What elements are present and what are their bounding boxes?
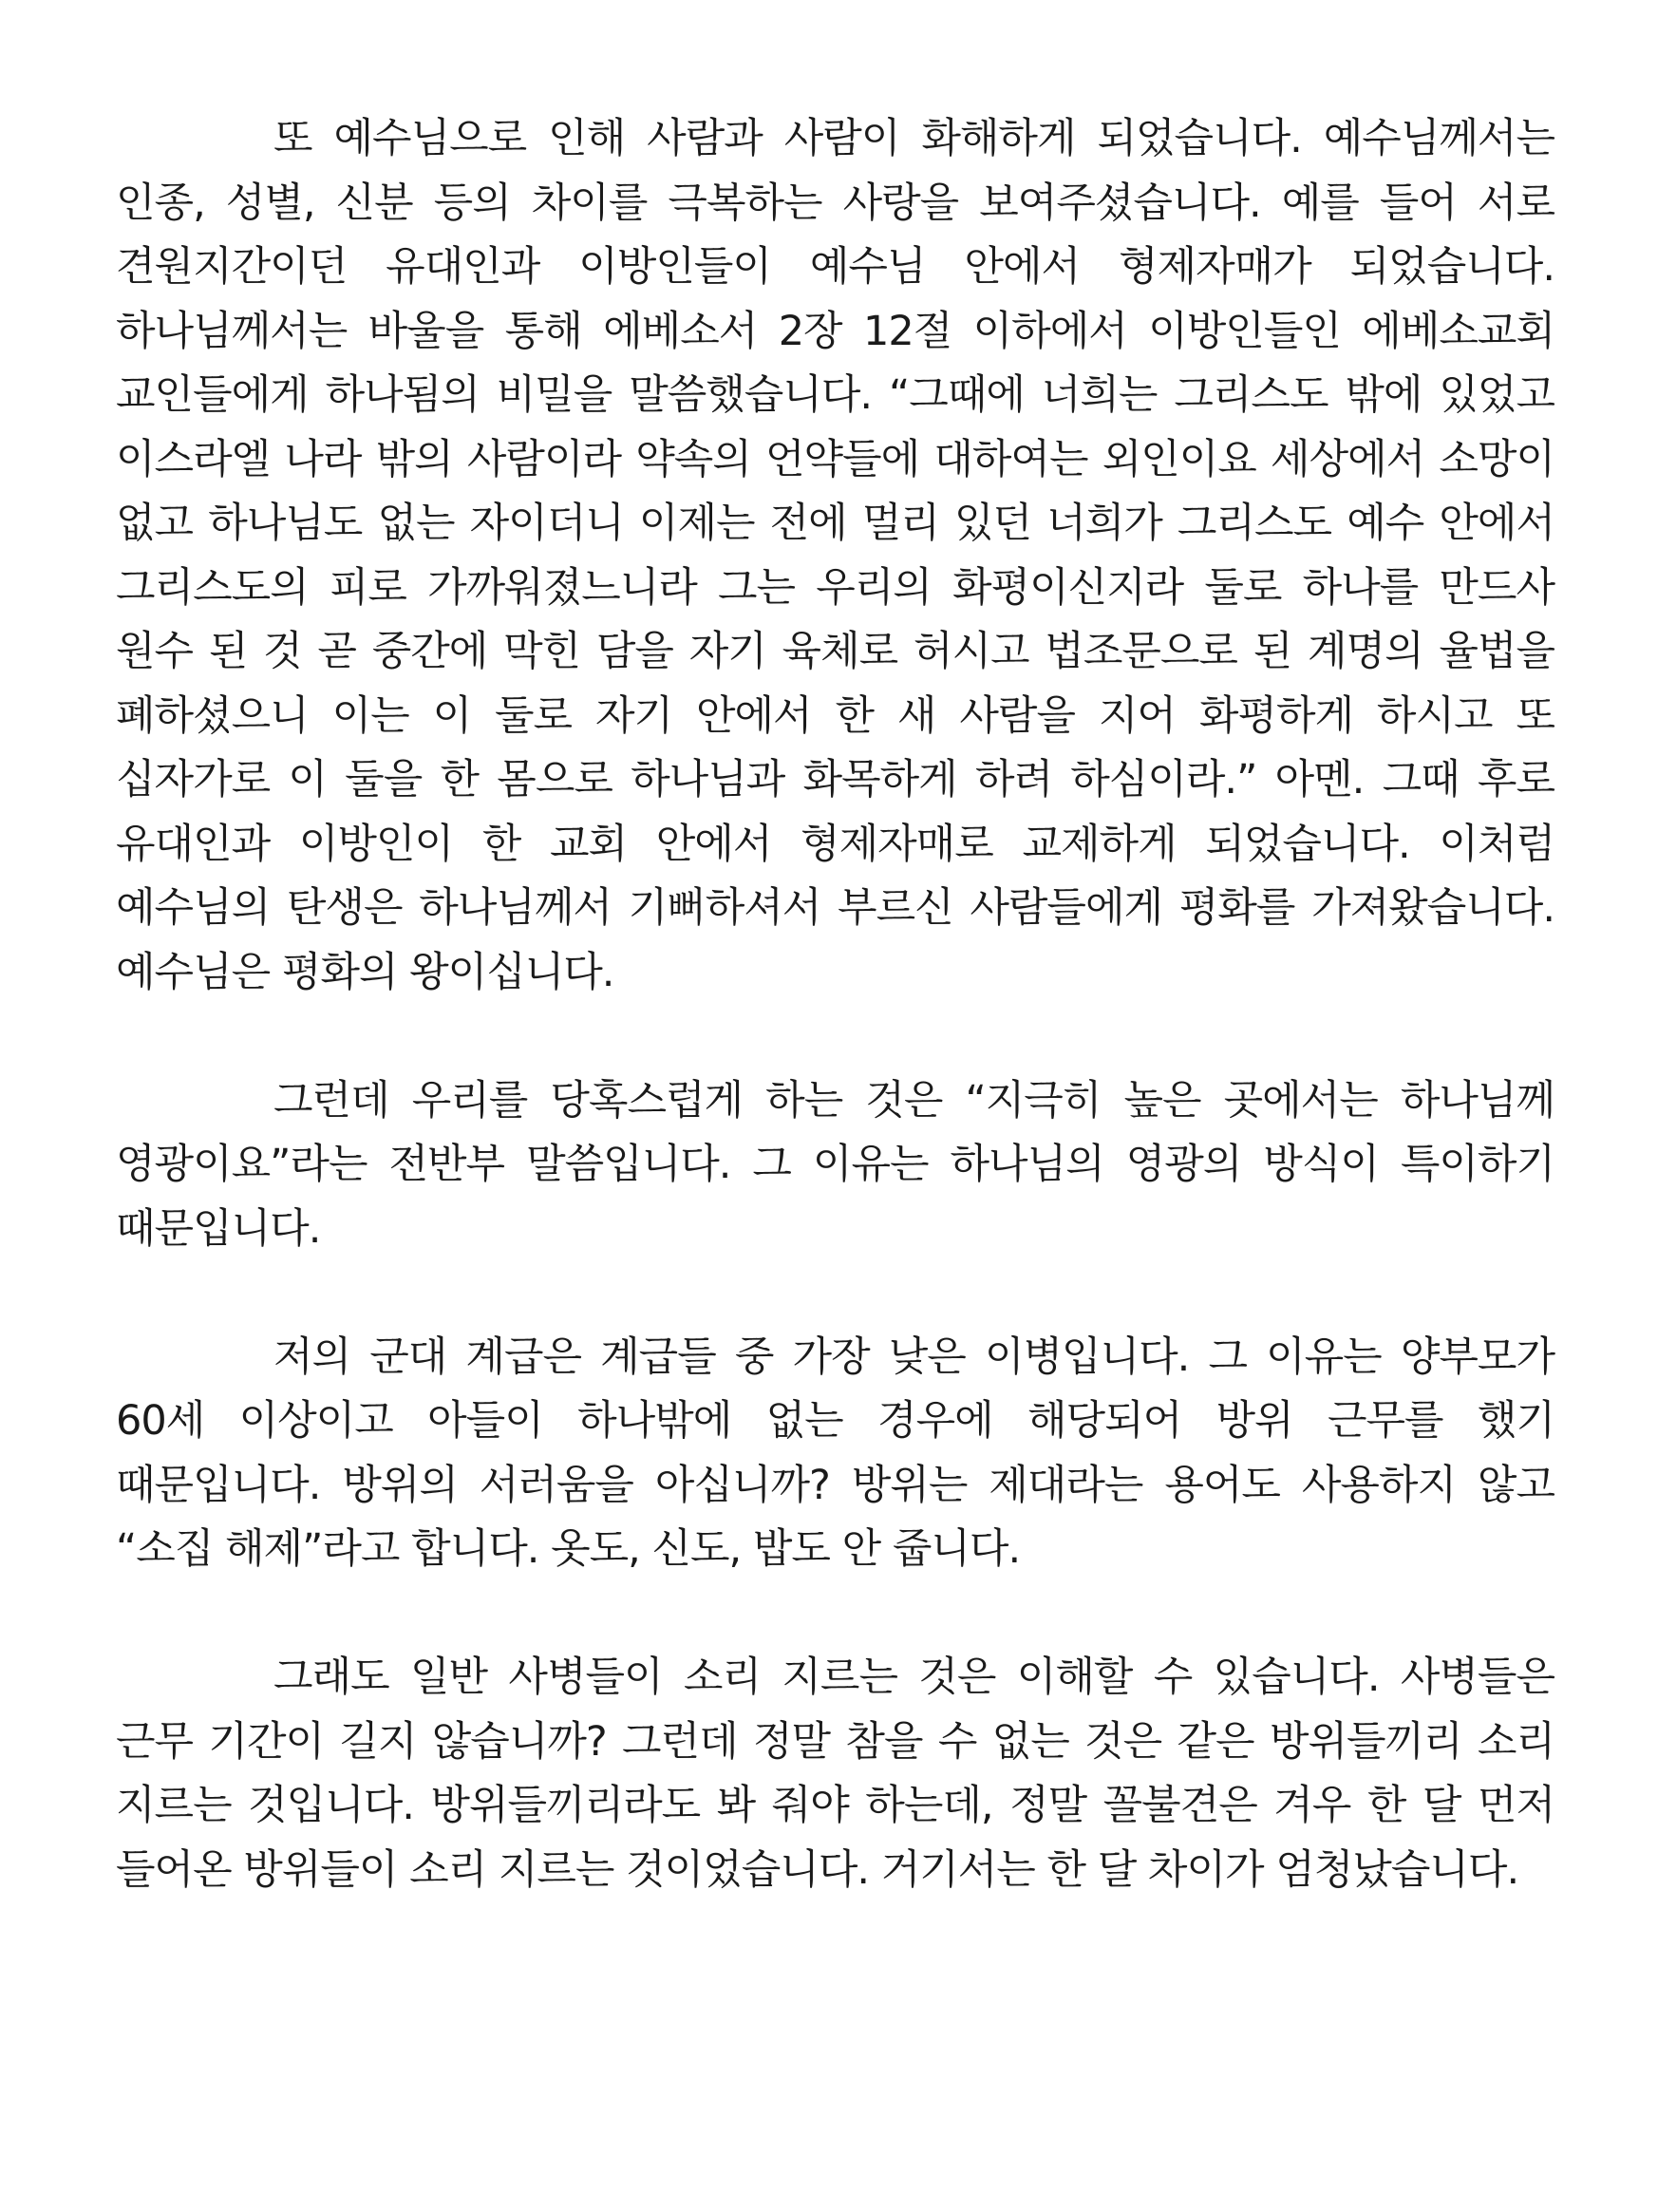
paragraph-soldiers-shouting: 그래도 일반 사병들이 소리 지르는 것은 이해할 수 있습니다. 사병들은 근무 기간이 길지 않습니까? 그런데 정말 참을 수 없는 것은 같은 방위들끼리 소리 지르는 것입니다. 방위들끼리라도 봐 줘야 하는데, 정말 꼴불견은 겨우 한 달 먼저 들어온 방위들이 소리 지르는 것이었습니다. 거기서는 한 달 차이가 엄청났습니다.: [116, 1654, 1554, 1894]
paragraph-glory-question: 그런데 우리를 당혹스럽게 하는 것은 “지극히 높은 곳에서는 하나님께 영광이요”라는 전반부 말씀입니다. 그 이유는 하나님의 영광의 방식이 특이하기 때문입니다.: [116, 1076, 1554, 1253]
paragraph-military-rank: 저의 군대 계급은 계급들 중 가장 낮은 이병입니다. 그 이유는 양부모가 60세 이상이고 아들이 하나밖에 없는 경우에 해당되어 방위 근무를 했기 때문입니다. 방위의 서러움을 아십니까? 방위는 제대라는 용어도 사용하지 않고 “소집 해제”라고 합니다. 옷도, 신도, 밥도 안 줍니다.: [116, 1333, 1554, 1573]
document-page: [116, 107, 1554, 1902]
paragraph-reconciliation: 또 예수님으로 인해 사람과 사람이 화해하게 되었습니다. 예수님께서는 인종, 성별, 신분 등의 차이를 극복하는 사랑을 보여주셨습니다. 예를 들어 서로 견원지간이던 유대인과 이방인들이 예수님 안에서 형제자매가 되었습니다. 하나님께서는 바울을 통해 에베소서 2장 12절 이하에서 이방인들인 에베소교회 교인들에게 하나됨의 비밀을 말씀했습니다. “그때에 너희는 그리스도 밖에 있었고 이스라엘 나라 밖의 사람이라 약속의 언약들에 대하여는 외인이요 세상에서 소망이 없고 하나님도 없는 자이더니 이제는 전에 멀리 있던 너희가 그리스도 예수 안에서 그리스도의 피로 가까워졌느니라 그는 우리의 화평이신지라 둘로 하나를 만드사 원수 된 것 곧 중간에 막힌 담을 자기 육체로 허시고 법조문으로 된 계명의 율법을 폐하셨으니 이는 이 둘로 자기 안에서 한 새 사람을 지어 화평하게 하시고 또 십자가로 이 둘을 한 몸으로 하나님과 화목하게 하려 하심이라.” 아멘. 그때 후로 유대인과 이방인이 한 교회 안에서 형제자매로 교제하게 되었습니다. 이처럼 예수님의 탄생은 하나님께서 기뻐하셔서 부르신 사람들에게 평화를 가져왔습니다. 예수님은 평화의 왕이십니다.: [116, 115, 1554, 996]
